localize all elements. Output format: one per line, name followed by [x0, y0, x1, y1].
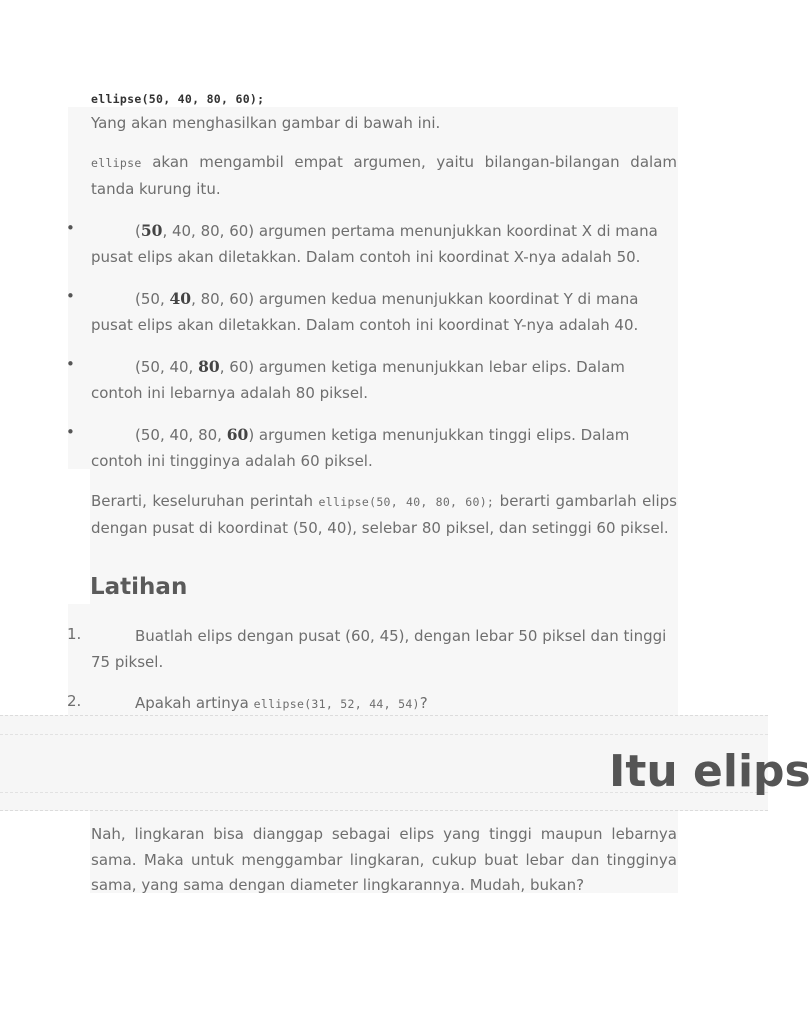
- list-item: Apakah artinya ellipse(31, 52, 44, 54)?: [135, 694, 428, 712]
- highlighted-arg: 60: [226, 425, 249, 444]
- section-title: Itu elips: [609, 746, 811, 797]
- args-paragraph: [91, 150, 677, 202]
- list-item: (50, 40, 80, 60) argumen ketiga menunjukkan lebar elips. Dalam contoh ini lebarnya adalah 80 piksel.: [91, 357, 625, 402]
- list-item: (50, 40, 80, 60) argumen ketiga menunjukkan tinggi elips. Dalam contoh ini tingginya adalah 60 piksel.: [91, 425, 630, 470]
- bullet-marker: •: [66, 287, 75, 305]
- list-item: (50, 40, 80, 60) argumen pertama menunjukkan koordinat X di mana pusat elips akan diletakkan. Dalam contoh ini koordinat X-nya adalah 50.: [91, 221, 658, 266]
- bullet-marker: •: [66, 219, 75, 237]
- inline-code: ellipse(31, 52, 44, 54): [253, 697, 420, 711]
- highlighted-arg: 40: [169, 289, 192, 308]
- inline-code: ellipse(50, 40, 80, 60);: [318, 495, 495, 509]
- code-text: ellipse(50, 40, 80, 60);: [91, 92, 265, 106]
- list-number: 2.: [67, 692, 82, 710]
- summary-paragraph: Berarti, keseluruhan perintah ellipse(50, 40, 80, 60); berarti gambarlah elips dengan pusat di koordinat (50, 40), selebar 80 piksel, dan setinggi 60 piksel.: [91, 492, 677, 537]
- exercise-heading: Latihan: [90, 574, 188, 600]
- intro-paragraph: [91, 111, 677, 137]
- list-number: 1.: [67, 625, 82, 643]
- bullet-marker: •: [66, 423, 75, 441]
- code-line: [91, 92, 264, 106]
- closing-paragraph: Nah, lingkaran bisa dianggap sebagai elips yang tinggi maupun lebarnya sama. Maka untuk menggambar lingkaran, cukup buat lebar dan tingginya sama, yang sama dengan diameter lingkarannya. Mudah, bukan?: [91, 825, 677, 894]
- intro-text: Yang akan menghasilkan gambar di bawah ini.: [91, 114, 441, 132]
- args-text: akan mengambil empat argumen, yaitu bilangan-bilangan dalam tanda kurung itu.: [91, 153, 677, 198]
- list-item: Buatlah elips dengan pusat (60, 45), dengan lebar 50 piksel dan tinggi 75 piksel.: [91, 627, 667, 671]
- list-item: (50, 40, 80, 60) argumen kedua menunjukkan koordinat Y di mana pusat elips akan diletakkan. Dalam contoh ini koordinat Y-nya adalah 40.: [91, 289, 639, 334]
- bullet-marker: •: [66, 355, 75, 373]
- highlighted-arg: 80: [198, 357, 220, 376]
- inline-code: ellipse: [91, 156, 142, 170]
- highlighted-arg: 50: [140, 221, 163, 240]
